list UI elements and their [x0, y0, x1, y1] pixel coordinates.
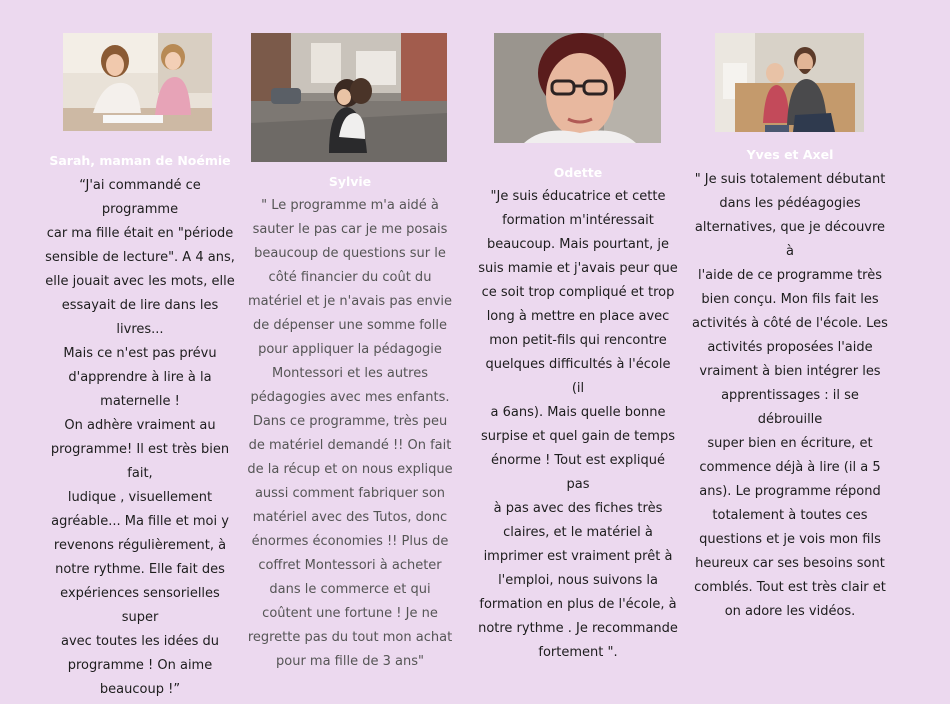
quote-line: commence déjà à lire (il a 5 [699, 460, 881, 475]
testimonial-card [40, 0, 240, 704]
quote-line: ans). Le programme répond [699, 484, 881, 499]
quote-line: avec toutes les idées du [61, 634, 219, 649]
quote-line: programme ! On aime [67, 658, 213, 673]
quote-line: comblés. Tout est très clair et [694, 580, 886, 595]
quote-line: sensible de lecture". A 4 ans, [45, 250, 235, 265]
quote-line: d'apprendre à lire à la [68, 370, 212, 385]
testimonial-text [690, 168, 890, 624]
quote-line: pour appliquer la pédagogie [258, 342, 442, 357]
quote-line: mon petit-fils qui rencontre [489, 333, 667, 348]
quote-line: de la récup et on nous explique [247, 462, 453, 477]
quote-line: quelques difficultés à l'école (il [485, 357, 671, 396]
quote-line: surpise et quel gain de temps [481, 429, 675, 444]
quote-line: activités proposées l'aide [707, 340, 873, 355]
quote-line: Montessori et les autres [272, 366, 428, 381]
quote-line: expériences sensorielles super [60, 586, 220, 625]
quote-line: vraiment à bien intégrer les [699, 364, 881, 379]
quote-line: Mais ce n'est pas prévu [63, 346, 217, 361]
quote-line: suis mamie et j'avais peur que [478, 261, 678, 276]
quote-line: " Je suis totalement débutant [694, 172, 886, 187]
mother-and-daughter-photo [63, 33, 212, 131]
quote-line: Dans ce programme, très peu [252, 414, 448, 429]
quote-line: on adore les vidéos. [724, 604, 856, 619]
testimonial-text [245, 194, 455, 674]
quote-line: “J'ai commandé ce programme [79, 178, 201, 217]
quote-line: super bien en écriture, et [707, 436, 873, 451]
father-and-son-photo [715, 33, 864, 132]
quote-line: énorme ! Tout est expliqué pas [490, 453, 666, 492]
quote-line: essayait de lire dans les livres... [61, 298, 219, 337]
quote-line: pédagogies avec mes enfants. [250, 390, 450, 405]
quote-line: totalement à toutes ces [712, 508, 868, 523]
testimonial-card [478, 0, 678, 704]
quote-line: aussi comment fabriquer son [254, 486, 446, 501]
quote-line: formation en plus de l'école, à [479, 597, 677, 612]
quote-line: dans le commerce et qui [269, 582, 431, 597]
quote-line: agréable... Ma fille et moi y [51, 514, 229, 529]
quote-line: regrette pas du tout mon achat [247, 630, 453, 645]
quote-line: apprentissages : il se débrouille [721, 388, 859, 427]
quote-line: matériel et je n'avais pas envie [247, 294, 452, 309]
testimonial-author: Sylvie [328, 174, 372, 189]
quote-line: de dépenser une somme folle [253, 318, 447, 333]
quote-line: imprimer est vraiment prêt à [483, 549, 673, 564]
quote-line: beaucoup de questions sur le [254, 246, 446, 261]
quote-line: "Je suis éducatrice et cette [490, 189, 666, 204]
quote-line: alternatives, que je découvre à [694, 220, 886, 259]
quote-line: bien conçu. Mon fils fait les [701, 292, 879, 307]
quote-line: ce soit trop compliqué et trop [481, 285, 675, 300]
quote-line: énormes économies !! Plus de [251, 534, 449, 549]
quote-line: revenons régulièrement, à [53, 538, 227, 553]
testimonial-card [245, 0, 455, 704]
quote-line: maternelle ! [100, 394, 180, 409]
quote-line: de matériel demandé !! On fait [248, 438, 452, 453]
quote-line: activités à côté de l'école. Les [692, 316, 888, 331]
quote-line: long à mettre en place avec [486, 309, 670, 324]
quote-line: notre rythme . Je recommande [478, 621, 678, 636]
quote-line: heureux car ses besoins sont [695, 556, 885, 571]
quote-line: coffret Montessori à acheter [258, 558, 442, 573]
quote-line: " Le programme m'a aidé à [261, 198, 439, 213]
testimonial-text [478, 185, 678, 665]
quote-line: matériel avec des Tutos, donc [252, 510, 448, 525]
testimonial-text [40, 174, 240, 702]
quote-line: côté financier du coût du [268, 270, 432, 285]
quote-line: beaucoup !” [99, 682, 181, 697]
quote-line: l'emploi, nous suivons la [498, 573, 658, 588]
quote-line: notre rythme. Elle fait des [55, 562, 225, 577]
quote-line: l'aide de ce programme très [697, 268, 883, 283]
quote-line: ludique , visuellement [67, 490, 213, 505]
testimonial-author: Odette [553, 165, 603, 180]
quote-line: dans les pédéagogies [719, 196, 861, 211]
mother-hugging-child-street-photo [251, 33, 447, 162]
testimonial-card [690, 0, 890, 704]
quote-line: à pas avec des fiches très [493, 501, 663, 516]
quote-line: programme! Il est très bien fait, [50, 442, 230, 481]
grandmother-portrait-photo [494, 33, 661, 143]
quote-line: pour ma fille de 3 ans" [276, 654, 424, 669]
quote-line: fortement ". [538, 645, 618, 660]
quote-line: formation m'intéressait [502, 213, 654, 228]
quote-line: elle jouait avec les mots, elle [45, 274, 235, 289]
testimonial-author: Yves et Axel [746, 147, 834, 162]
quote-line: questions et je vois mon fils [699, 532, 881, 547]
quote-line: sauter le pas car je me posais [252, 222, 448, 237]
quote-line: beaucoup. Mais pourtant, je [486, 237, 670, 252]
quote-line: coûtent une fortune ! Je ne [262, 606, 438, 621]
testimonial-author: Sarah, maman de Noémie [49, 153, 231, 168]
quote-line: On adhère vraiment au [64, 418, 216, 433]
quote-line: claires, et le matériel à [503, 525, 653, 540]
quote-line: car ma fille était en "période [46, 226, 234, 241]
quote-line: a 6ans). Mais quelle bonne [490, 405, 666, 420]
